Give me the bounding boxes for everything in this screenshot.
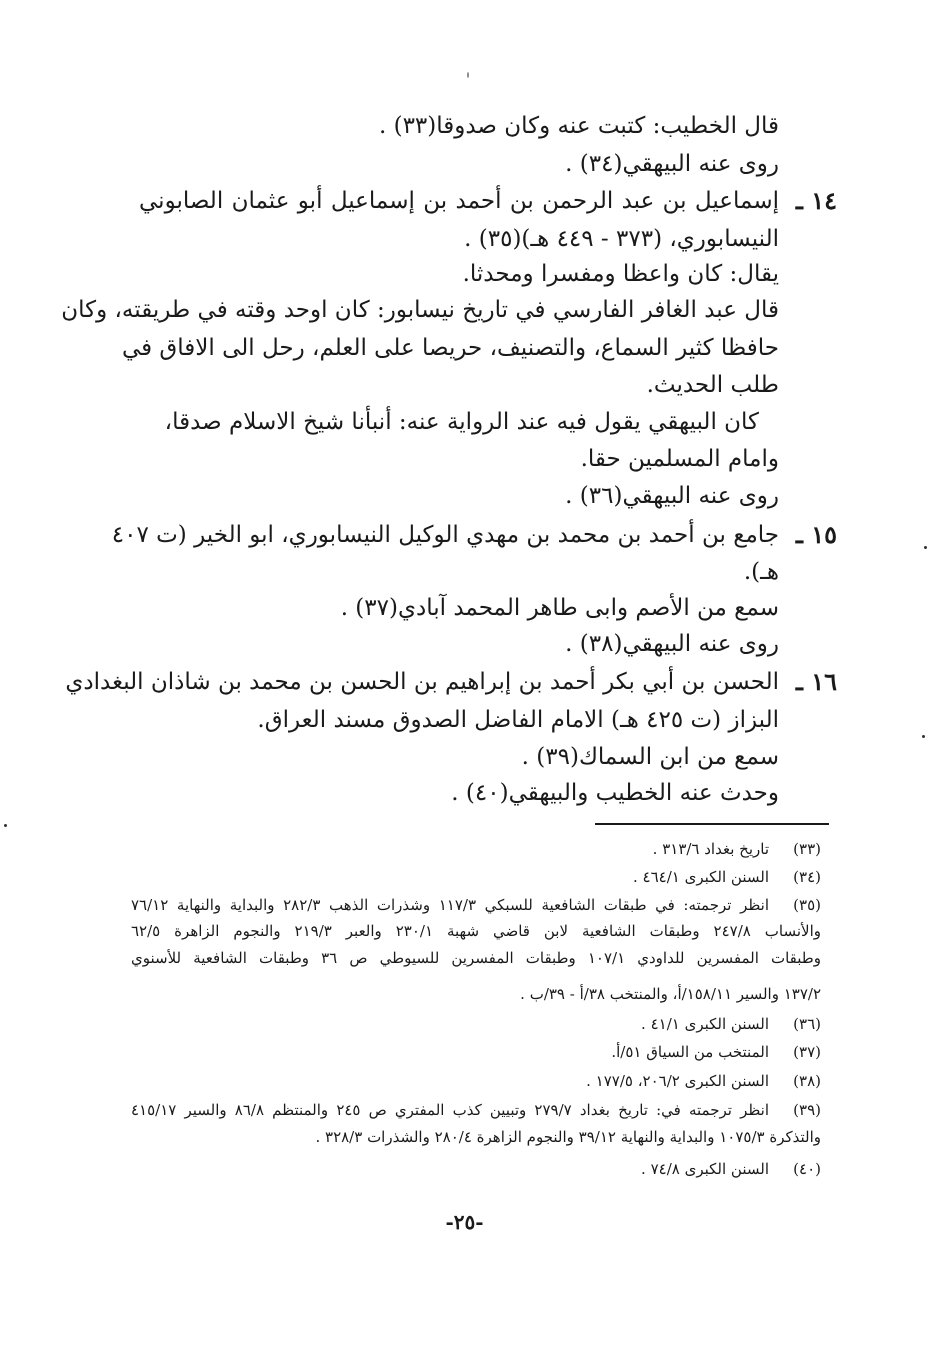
footnote-text: السنن الكبرى ٤٦٤/١ . [633,868,769,886]
footnote-text: السنن الكبرى ٧٤/٨ . [641,1160,769,1178]
footnote-text: ١٣٧/٢ والسير ١٥٨/١١/أ، والمنتخب ٣٨/أ - ٣٩/ب . [520,985,821,1003]
body-line: روى عنه البيهقي(٣٦) . [565,483,779,509]
footnote-text: انظر ترجمته في: تاريخ بغداد ٢٧٩/٧ وتبيين كذب المفتري ص ٢٤٥ والمنتظم ٨٦/٨ والسير ٤١٥/١٧ [131,1101,769,1119]
body-line: حافظا كثير السماع، والتصنيف، حريصا على العلم، رحل الى الافاق في [121,335,779,361]
entry-number: ١٦ ـ [795,667,837,696]
scan-speck [922,735,925,738]
footnote-number: (٣٧) [793,1043,821,1061]
footnote-number: (٣٩) [793,1101,821,1119]
body-line: جامع بن أحمد بن محمد بن مهدي الوكيل النيسابوري، ابو الخير (ت ٤٠٧ [111,522,779,548]
body-line: يقال: كان واعظا ومفسرا ومحدثا. [462,261,779,287]
body-line: وحدث عنه الخطيب والبيهقي(٤٠) . [451,780,779,806]
footnote-text: والتذكرة ١٠٧٥/٣ والبداية والنهاية ٣٩/١٢ والنجوم الزاهرة ٢٨٠/٤ والشذرات ٣٢٨/٣ . [315,1128,821,1146]
body-line: كان البيهقي يقول فيه عند الرواية عنه: أنبأنا شيخ الاسلام صدقا، [164,409,759,435]
footnote-number: (٤٠) [793,1160,821,1178]
footnote-text: انظر ترجمته: في طبقات الشافعية للسبكي ١١٧/٣ وشذرات الذهب ٢٨٢/٣ والبداية والنهاية ٧٦/١٢ [131,896,769,914]
body-line: سمع من الأصم وابى طاهر المحمد آبادي(٣٧) . [340,595,779,621]
scan-speck [924,546,927,549]
body-line: طلب الحديث. [646,372,779,398]
body-line: هـ). [743,559,779,585]
entry-number: ١٤ ـ [795,186,837,215]
footnote-number: (٣٥) [793,896,821,914]
body-line: النيسابوري، (٣٧٣ - ٤٤٩ هـ)(٣٥) . [464,226,779,252]
body-line: روى عنه البيهقي(٣٤) . [565,151,779,177]
footnote-text: تاريخ بغداد ٣١٣/٦ . [652,840,769,858]
page-number: -٢٥- [445,1210,484,1234]
body-line: قال عبد الغافر الفارسي في تاريخ نيسابور: كان اوحد وقته في طريقته، وكان [61,297,779,323]
body-line: روى عنه البيهقي(٣٨) . [565,631,779,657]
body-line: البزاز (ت ٤٢٥ هـ) الامام الفاضل الصدوق مسند العراق. [257,707,779,733]
footnote-number: (٣٤) [793,868,821,886]
body-line: قال الخطيب: كتبت عنه وكان صدوقا(٣٣) . [378,113,779,139]
footnote-text: السنن الكبرى ٢٠٦/٢، ١٧٧/٥ . [586,1072,769,1090]
scan-speck [467,72,469,78]
footnote-text: والأنساب ٢٤٧/٨ وطبقات الشافعية لابن قاضي شهبة ٢٣٠/١ والعبر ٢١٩/٣ والنجوم الزاهرة ٦٢/٥ [131,922,821,940]
footnote-number: (٣٣) [793,840,821,858]
footnote-text: السنن الكبرى ٤١/١ . [641,1015,769,1033]
footnote-number: (٣٦) [793,1015,821,1033]
body-line: الحسن بن أبي بكر أحمد بن إبراهيم بن الحسن بن محمد بن شاذان البغدادي [65,669,779,695]
scan-speck [4,824,7,827]
body-line: سمع من ابن السماك(٣٩) . [521,744,779,770]
footnote-separator [595,823,829,825]
body-line: إسماعيل بن عبد الرحمن بن أحمد بن إسماعيل أبو عثمان الصابوني [139,188,779,214]
footnote-number: (٣٨) [793,1072,821,1090]
entry-number: ١٥ ـ [795,520,837,549]
footnote-text: وطبقات المفسرين للداودي ١٠٧/١ وطبقات المفسرين للسيوطي ص ٣٦ وطبقات الشافعية للأسنوي [131,949,821,967]
footnote-text: المنتخب من السياق ٥١/أ. [611,1043,769,1061]
body-line: وامام المسلمين حقا. [580,446,779,472]
